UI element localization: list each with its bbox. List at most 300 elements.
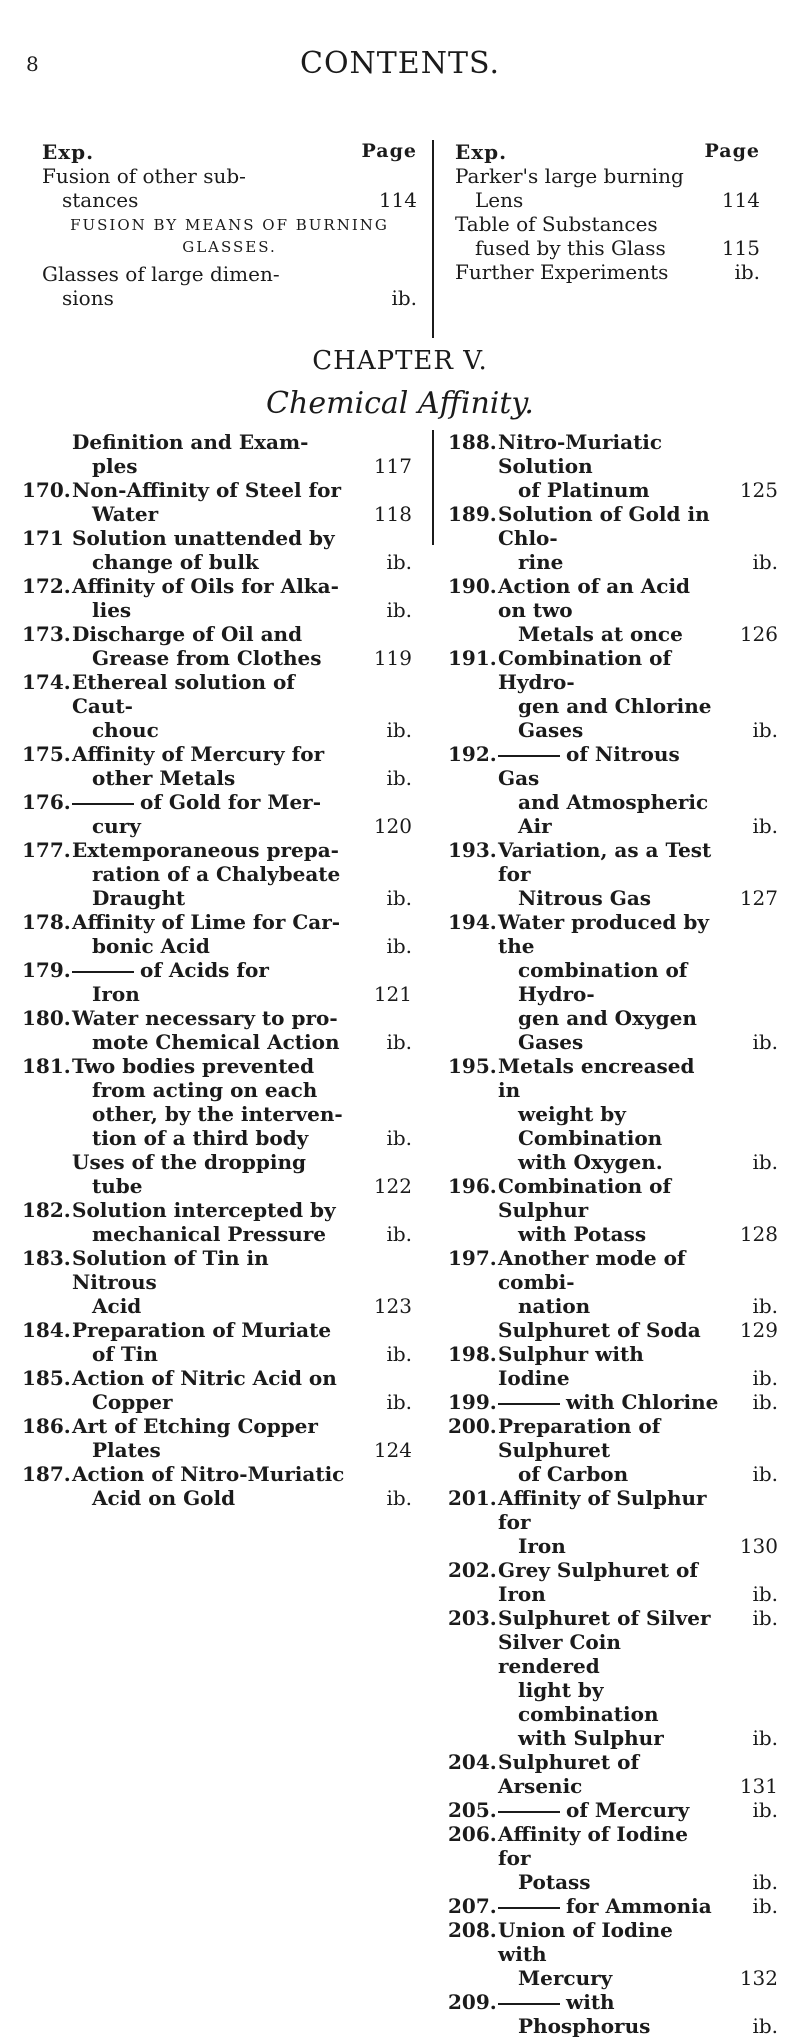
entry-title-line: Solution intercepted by (72, 1198, 336, 1222)
entry-title (498, 574, 722, 646)
entry-title-line: ration of a Chalybeate (92, 862, 341, 886)
entry-title-line: Iron (518, 1534, 566, 1558)
entry-title-line: rine (518, 550, 564, 574)
entry-title-line: tion of a third body (92, 1126, 309, 1150)
entry-title (498, 910, 722, 1054)
entry-title-line: Action of Nitro-Muriatic (72, 1462, 345, 1486)
entry-title (498, 1822, 722, 1894)
entry-title-line: other, by the interven- (92, 1102, 343, 1126)
entry-title-line: Sulphuret of Silver (498, 1606, 711, 1630)
entry-number: 208. (448, 1918, 497, 1942)
entry-title-line: Discharge of Oil and (72, 622, 303, 646)
entry-page: ib. (752, 1870, 778, 1894)
entry-page: 131 (739, 1774, 778, 1798)
entry-page: 123 (373, 1294, 412, 1318)
contents-entry (22, 838, 412, 910)
entry-title-line: Lens (475, 188, 524, 212)
main-contents-block (0, 430, 800, 2038)
contents-entry (448, 1990, 778, 2038)
entry-title-line: mote Chemical Action (92, 1030, 340, 1054)
entry-title-line: Water necessary to pro- (72, 1006, 338, 1030)
contents-entry (448, 502, 778, 574)
entry-title-line: Potass (518, 1870, 591, 1894)
entry-number: 203. (448, 1606, 497, 1630)
entry-title-line: other Metals (92, 766, 236, 790)
entry-title-line: for Ammonia (566, 1894, 712, 1918)
ditto-dash (72, 803, 134, 805)
entry-title-line: Water (92, 502, 159, 526)
entry-title-line: Further Experiments (455, 260, 669, 284)
entry-title-line: of Mercury (566, 1798, 690, 1822)
entry-page: ib. (752, 2014, 778, 2038)
entry-page: 122 (373, 1174, 412, 1198)
entry-title (455, 260, 704, 284)
entry-number: 176. (22, 790, 71, 814)
entry-title-line: Phosphorus (518, 2014, 651, 2038)
column-header (455, 140, 760, 164)
contents-entry (22, 1150, 412, 1198)
entry-title-line: Affinity of Oils for Alka- (72, 574, 339, 598)
entry-number: 202. (448, 1558, 497, 1582)
contents-entry (448, 1558, 778, 1606)
contents-entry (448, 646, 778, 742)
entry-number: 207. (448, 1894, 497, 1918)
contents-entry (455, 164, 760, 212)
entry-page: ib. (752, 718, 778, 742)
entry-title-line: nation (518, 1294, 591, 1318)
entry-list (42, 262, 417, 310)
entry-number: 197. (448, 1246, 497, 1270)
entry-title (498, 742, 722, 838)
entry-title (72, 838, 356, 910)
entry-title-line: Ethereal solution of Caut- (72, 670, 295, 718)
entry-title-line: with Sulphur (518, 1726, 664, 1750)
entry-title-line: Action of Nitric Acid on (72, 1366, 337, 1390)
contents-entry (455, 260, 760, 284)
column-header (42, 140, 417, 164)
contents-entry (22, 910, 412, 958)
contents-entry (22, 1198, 412, 1246)
entry-title-line: lies (92, 598, 132, 622)
entry-page: 118 (373, 502, 412, 526)
contents-entry (22, 670, 412, 742)
entry-title (72, 790, 356, 838)
entry-number: 178. (22, 910, 71, 934)
contents-entry (455, 212, 760, 260)
contents-entry (448, 1606, 778, 1630)
entry-title-line: Iron (92, 982, 140, 1006)
entry-page: ib. (752, 1030, 778, 1054)
entry-title-line: gen and Oxygen Gases (518, 1006, 697, 1054)
entry-number: 185. (22, 1366, 71, 1390)
entry-page: 124 (373, 1438, 412, 1462)
entry-title (72, 1054, 356, 1150)
entry-page: ib. (386, 886, 412, 910)
entry-title-line: change of bulk (92, 550, 259, 574)
entry-title-line: mechanical Pressure (92, 1222, 327, 1246)
entry-title-line: Preparation of Muriate (72, 1318, 332, 1342)
entry-page: ib. (386, 718, 412, 742)
entry-title-line: gen and Chlorine Gases (518, 694, 712, 742)
entry-page: 125 (739, 478, 778, 502)
contents-entry (22, 1054, 412, 1150)
contents-entry (42, 262, 417, 310)
contents-entry (22, 1318, 412, 1366)
contents-entry (448, 1054, 778, 1174)
contents-entry (448, 1486, 778, 1558)
column-divider (432, 430, 434, 545)
entry-title (498, 1918, 722, 1990)
entry-title-line: Affinity of Lime for Car- (72, 910, 341, 934)
entry-title (72, 478, 356, 526)
ditto-dash (498, 1403, 560, 1405)
entry-page: 120 (373, 814, 412, 838)
column-label-page: Page (704, 140, 760, 162)
entry-title (72, 670, 356, 742)
entry-title-line: cury (92, 814, 141, 838)
entry-title-line: Affinity of Mercury for (72, 742, 325, 766)
entry-title-line: and Atmospheric Air (518, 790, 709, 838)
entry-page: ib. (752, 1390, 778, 1414)
entry-number: 198. (448, 1342, 497, 1366)
contents-entry (22, 1366, 412, 1414)
contents-entry (22, 430, 412, 478)
entry-title (498, 1414, 722, 1486)
entry-title (72, 1462, 356, 1510)
entry-page: ib. (386, 1342, 412, 1366)
entry-title-line: from acting on each (92, 1078, 318, 1102)
entry-title (498, 1606, 722, 1630)
entry-title-line: with Potass (518, 1222, 647, 1246)
entry-title (72, 1318, 356, 1366)
top-left-column (42, 140, 417, 310)
entry-title-line: Acid on Gold (92, 1486, 236, 1510)
ditto-dash (498, 1907, 560, 1909)
entry-title-line: Another mode of combi- (498, 1246, 686, 1294)
entry-title-line: of Acids for (140, 958, 269, 982)
entry-title (498, 1174, 722, 1246)
entry-number: 184. (22, 1318, 71, 1342)
entry-page: ib. (752, 814, 778, 838)
top-right-column (455, 140, 760, 284)
entry-title (498, 1486, 722, 1558)
entry-title (498, 1798, 722, 1822)
entry-title-line: Action of an Acid on two (498, 574, 691, 622)
entry-title (72, 742, 356, 790)
ditto-dash (498, 2003, 560, 2005)
entry-title (72, 622, 356, 670)
entry-title-line: Water produced by the (498, 910, 709, 958)
entry-number: 172. (22, 574, 71, 598)
entry-page: 126 (739, 622, 778, 646)
entry-title (72, 1366, 356, 1414)
entry-title-line: with Chlorine (566, 1390, 719, 1414)
contents-entry (448, 1414, 778, 1486)
entry-number: 186. (22, 1414, 71, 1438)
entry-page: 114 (721, 188, 760, 212)
entry-number: 196. (448, 1174, 497, 1198)
contents-entry (22, 1006, 412, 1054)
entry-number: 199. (448, 1390, 497, 1414)
entry-title-line: Grease from Clothes (92, 646, 322, 670)
entry-title-line: Metals encreased in (498, 1054, 695, 1102)
entry-page: 117 (373, 454, 412, 478)
entry-number: 179. (22, 958, 71, 982)
entry-title-line: Variation, as a Test for (498, 838, 712, 886)
contents-entry (448, 574, 778, 646)
entry-title-line: Solution of Tin in Nitrous (72, 1246, 269, 1294)
entry-title-line: Metals at once (518, 622, 683, 646)
entry-title (498, 1318, 722, 1342)
entry-title (72, 430, 356, 478)
entry-number: 182. (22, 1198, 71, 1222)
entry-title-line: with Oxygen. (518, 1150, 663, 1174)
entry-title (498, 502, 722, 574)
contents-entry (448, 1630, 778, 1750)
entry-title-line: stances (62, 188, 139, 212)
entry-title-line: Mercury (518, 1966, 613, 1990)
column-label-page: Page (361, 140, 417, 162)
entry-page: 121 (373, 982, 412, 1006)
contents-entry (22, 622, 412, 670)
entry-page: ib. (752, 1366, 778, 1390)
entry-title-line: of Carbon (518, 1462, 629, 1486)
entry-title (498, 1390, 722, 1414)
contents-entry (448, 1894, 778, 1918)
entry-page: ib. (386, 1126, 412, 1150)
column-divider (432, 140, 434, 338)
contents-entry (448, 430, 778, 502)
entry-title (72, 526, 356, 574)
entry-title-line: weight by Combination (518, 1102, 663, 1150)
entry-title-line: Table of Substances (455, 212, 658, 236)
ditto-dash (72, 971, 134, 973)
entry-title-line: Sulphuret of Soda (498, 1318, 701, 1342)
column-label-exp: Exp. (455, 140, 508, 164)
entry-title (72, 1150, 356, 1198)
entry-number: 180. (22, 1006, 71, 1030)
entry-title-line: ples (92, 454, 138, 478)
entry-title-line: Grey Sulphuret of Iron (498, 1558, 698, 1606)
entry-number: 191. (448, 646, 497, 670)
entry-title (498, 1990, 722, 2038)
column-label-exp: Exp. (42, 140, 95, 164)
entry-title-line: Plates (92, 1438, 161, 1462)
entry-title (72, 910, 356, 958)
entry-title-line: Glasses of large dimen- (42, 262, 280, 286)
right-column (448, 430, 778, 2038)
entry-page: ib. (752, 1294, 778, 1318)
entry-number: 177. (22, 838, 71, 862)
entry-title (72, 574, 356, 622)
entry-title-line: Affinity of Sulphur for (498, 1486, 707, 1534)
entry-title-line: fused by this Glass (475, 236, 666, 260)
entry-list (42, 164, 417, 212)
contents-entry (448, 1918, 778, 1990)
entry-page: 128 (739, 1222, 778, 1246)
section-title-line: FUSION BY MEANS OF BURNING (70, 216, 389, 234)
contents-entry (22, 742, 412, 790)
entry-title-line: Copper (92, 1390, 173, 1414)
entry-page: ib. (734, 260, 760, 284)
entry-title (72, 1414, 356, 1462)
entry-title (498, 1246, 722, 1318)
entry-title (498, 1342, 722, 1390)
entry-number: 194. (448, 910, 497, 934)
entry-title-line: Uses of the dropping (72, 1150, 306, 1174)
entry-title-line: Draught (92, 886, 186, 910)
entry-page: ib. (386, 598, 412, 622)
entry-title-line: Non-Affinity of Steel for (72, 478, 342, 502)
ditto-dash (498, 1811, 560, 1813)
contents-entry (42, 164, 417, 212)
entry-number: 193. (448, 838, 497, 862)
entry-page: ib. (752, 1462, 778, 1486)
contents-entry (22, 790, 412, 838)
entry-page: ib. (752, 1150, 778, 1174)
ditto-dash (498, 755, 560, 757)
entry-page: ib. (386, 934, 412, 958)
entry-title (498, 1630, 722, 1750)
entry-title-line: Nitrous Gas (518, 886, 652, 910)
contents-entry (448, 1318, 778, 1342)
contents-entry (22, 1414, 412, 1462)
entry-number: 187. (22, 1462, 71, 1486)
contents-entry (448, 1390, 778, 1414)
entry-title (498, 1750, 722, 1798)
entry-title-line: Sulphur with Iodine (498, 1342, 644, 1390)
entry-number: 188. (448, 430, 497, 454)
entry-title-line: Combination of Hydro- (498, 646, 672, 694)
entry-page: ib. (391, 286, 417, 310)
entry-title-line: Art of Etching Copper (72, 1414, 318, 1438)
entry-number: 173. (22, 622, 71, 646)
entry-list (455, 164, 760, 284)
chapter-title: CHAPTER V. (312, 346, 488, 376)
contents-entry (448, 910, 778, 1054)
entry-title (455, 164, 704, 212)
contents-entry (448, 1798, 778, 1822)
entry-number: 204. (448, 1750, 497, 1774)
entry-title (455, 212, 704, 260)
entry-page: 129 (739, 1318, 778, 1342)
entry-page: ib. (386, 1030, 412, 1054)
page-number: 8 (26, 52, 39, 76)
contents-entry (22, 958, 412, 1006)
section-title (42, 214, 417, 258)
entry-title (498, 646, 722, 742)
entry-page: 119 (373, 646, 412, 670)
section-title-line: GLASSES. (182, 238, 277, 256)
entry-title (72, 958, 356, 1006)
entry-title-line: Definition and Exam- (72, 430, 309, 454)
entry-page: ib. (386, 766, 412, 790)
entry-title (72, 1198, 356, 1246)
entry-number: 205. (448, 1798, 497, 1822)
entry-number: 192. (448, 742, 497, 766)
entry-number: 209. (448, 1990, 497, 2014)
entry-number: 201. (448, 1486, 497, 1510)
entry-title (498, 838, 722, 910)
entry-page: ib. (386, 1222, 412, 1246)
entry-number: 174. (22, 670, 71, 694)
entry-page: ib. (752, 1726, 778, 1750)
entry-title-line: of Tin (92, 1342, 158, 1366)
entry-title-line: bonic Acid (92, 934, 210, 958)
entry-title-line: Two bodies prevented (72, 1054, 315, 1078)
entry-title-line: tube (92, 1174, 143, 1198)
entry-page: ib. (752, 1582, 778, 1606)
entry-number: 206. (448, 1822, 497, 1846)
entry-title (498, 1558, 722, 1606)
entry-title-line: Union of Iodine with (498, 1918, 673, 1966)
contents-entry (22, 574, 412, 622)
entry-title (72, 1246, 356, 1318)
chapter-subtitle: Chemical Affinity. (266, 386, 534, 421)
entry-title (42, 262, 361, 310)
entry-title-line: Affinity of Iodine for (498, 1822, 688, 1870)
entry-title-line: of Platinum (518, 478, 650, 502)
entry-title-line: Combination of Sulphur (498, 1174, 672, 1222)
entry-title-line: Fusion of other sub- (42, 164, 246, 188)
entry-page: ib. (752, 550, 778, 574)
entry-title-line: Extemporaneous prepa- (72, 838, 339, 862)
running-title: CONTENTS. (300, 46, 500, 81)
entry-title-line: Parker's large burning (455, 164, 684, 188)
contents-entry (448, 1174, 778, 1246)
entry-number: 189. (448, 502, 497, 526)
entry-page: 127 (739, 886, 778, 910)
contents-entry (22, 1246, 412, 1318)
contents-entry (448, 1750, 778, 1798)
contents-entry (22, 1462, 412, 1510)
entry-title (498, 1894, 722, 1918)
contents-entry (448, 1342, 778, 1390)
entry-page: ib. (386, 1390, 412, 1414)
entry-title (498, 1054, 722, 1174)
entry-title-line: Solution unattended by (72, 526, 335, 550)
contents-entry (448, 1246, 778, 1318)
contents-entry (448, 838, 778, 910)
entry-title (42, 164, 361, 212)
entry-title-line: light by combination (518, 1678, 659, 1726)
entry-page: 115 (721, 236, 760, 260)
entry-page: ib. (752, 1798, 778, 1822)
entry-title-line: Sulphuret of Arsenic (498, 1750, 640, 1798)
entry-title (498, 430, 722, 502)
entry-title-line: chouc (92, 718, 159, 742)
entry-title-line: Acid (92, 1294, 142, 1318)
entry-number: 181. (22, 1054, 71, 1078)
entry-page: 114 (378, 188, 417, 212)
contents-entry (22, 526, 412, 574)
contents-entry (448, 1822, 778, 1894)
left-column (22, 430, 412, 1510)
entry-title-line: Nitro-Muriatic Solution (498, 430, 663, 478)
entry-number: 200. (448, 1414, 497, 1438)
entry-page: 130 (739, 1534, 778, 1558)
entry-page: ib. (386, 1486, 412, 1510)
entry-number: 183. (22, 1246, 71, 1270)
entry-title (72, 1006, 356, 1054)
entry-page: ib. (752, 1894, 778, 1918)
entry-title-line: of Nitrous Gas (498, 742, 680, 790)
contents-entry (448, 742, 778, 838)
entry-title-line: with (566, 1990, 615, 2014)
entry-title-line: Silver Coin rendered (498, 1630, 621, 1678)
entry-title-line: of Gold for Mer- (140, 790, 322, 814)
entry-page: ib. (386, 550, 412, 574)
